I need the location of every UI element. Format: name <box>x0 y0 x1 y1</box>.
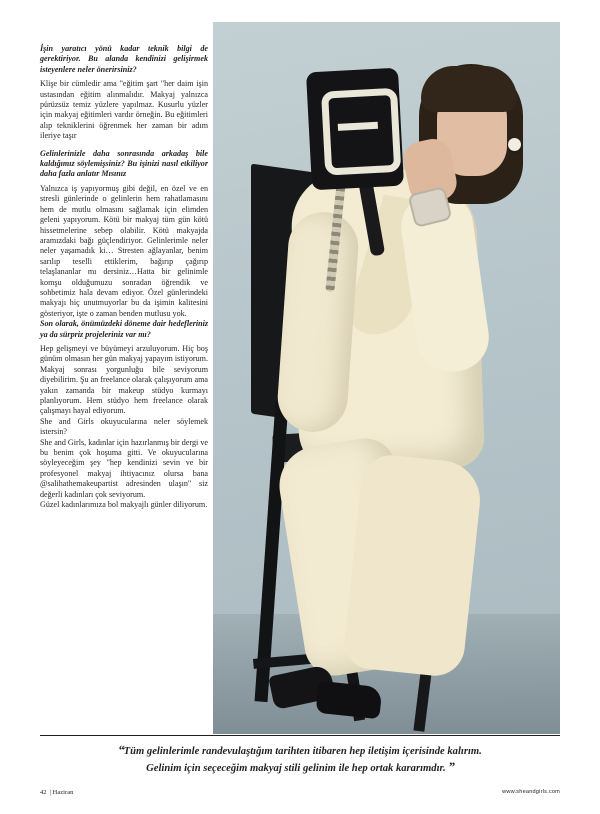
pearl-earring <box>508 138 521 151</box>
quote-open-mark: “ <box>118 742 124 757</box>
model-trouser-right <box>342 452 484 678</box>
pull-quote-line-2: Gelinim için seçeceğim makyaj stili gelinim ile hep ortak kararımdır. <box>146 763 446 774</box>
feature-photograph <box>213 22 560 734</box>
footer-page-info <box>40 789 73 796</box>
model-hair-front <box>421 66 517 112</box>
article-text-column <box>40 44 208 724</box>
answer-paragraph-4: She and Girls okuyucularına neler söylemek istersin? <box>40 416 208 437</box>
question-paragraph-3: Son olarak, önümüzdeki döneme dair hedefleriniz ya da sürpriz projeleriniz var mı? <box>40 319 208 339</box>
page-number: 42 <box>40 789 47 796</box>
pull-quote-line-1: Tüm gelinlerimle randevulaştığım tarihten itibaren hep iletişim içerisinde kalırım. <box>123 746 482 757</box>
pull-quote <box>40 742 560 776</box>
question-paragraph-2: Gelinlerinizle daha sonrasında arkadaş bile kaldığımız söylemişsiniz? Bu işinizi nasıl etkiliyor daha fazla anlatır Mısınız <box>40 148 208 179</box>
answer-paragraph-1: Klişe bir cümledir ama "eğitim şart "her daim işin ustasından eğitim alınmalıdır. Makyaj yalnızca pürüzsüz temiz yüzlere yapılmaz. Kusurlu yüzler için makyaj eğitimleri vardır örneğin. Bu eğitimleri alıp tekniklerini öğrenmek her zaman bir adım ileriye taşır <box>40 79 208 141</box>
quote-close-mark: ” <box>448 759 454 774</box>
question-paragraph-1: İşin yaratıcı yönü kadar teknik bilgi de gerektiriyor. Bu alanda kendinizi gelişirmek isteyenlere neler önerirsiniz? <box>40 44 208 74</box>
answer-paragraph-5: She and Girls, kadınlar için hazırlanmış bir dergi ve bu benim çok hoşuma gitti. Ve okuyucularına söyleyeceğim şey "hep kendinizi sevin ve bir profesyonel makyaj ihtiyacınız olursa bana @salihathemakeupartist adresinden ulaşın" siz değerli kadınları çok seviyorum. <box>40 437 208 499</box>
footer-website: www.sheandgirls.com <box>502 789 560 795</box>
designer-handbag <box>306 68 404 191</box>
answer-paragraph-2: Yalnızca iş yapıyormuş gibi değil, en özel ve en stresli günlerinde o gelinlerin hem rahatlamasını hem de mutlu olmasını sağlamak için elimden geleni yapıyorum. Kötü bir makyaj tüm gün kötü hissetmelerine sebep olabilir. Kötü makyajda aramızdaki bağı güçlendiriyor. Gelinlerimle neler neler yaşamadık ki… Stresten ağlayanlar, benim sarılıp teselli ettiklerim, bağırıp çağırıp telaşlananlar mı dersiniz…Hatta bir gelinimle komşu olduğumuzu sonradan öğrendik ve sohbetimiz hala devam ediyor. Özel günlerindeki makyajı hiç unutmuyorlar bu da işimin kalitesini gösteriyor, işte o zaman benden mutlusu yok. <box>40 183 208 318</box>
issue-label: | Haziran <box>49 789 74 796</box>
model-shoe-right <box>316 681 383 720</box>
answer-paragraph-3: Hep gelişmeyi ve büyümeyi arzuluyorum. Hiç boş günüm olmasın her gün makyaj yapayım istiyorum. Makyaj sonrası yorgunluğu bile seviyorum diyebilirim. Şu an freelance olarak çalışıyorum ama yakın zamanda bir makeup stüdyo kurmayı planlıyorum. Hem stüdyo hem freelance olarak çalışmayı hayal ediyorum. <box>40 343 208 416</box>
answer-paragraph-6: Güzel kadınlarımıza bol makyajlı günler diliyorum. <box>40 500 208 510</box>
pull-quote-divider <box>40 735 560 736</box>
handbag-logo-icon <box>321 88 401 176</box>
